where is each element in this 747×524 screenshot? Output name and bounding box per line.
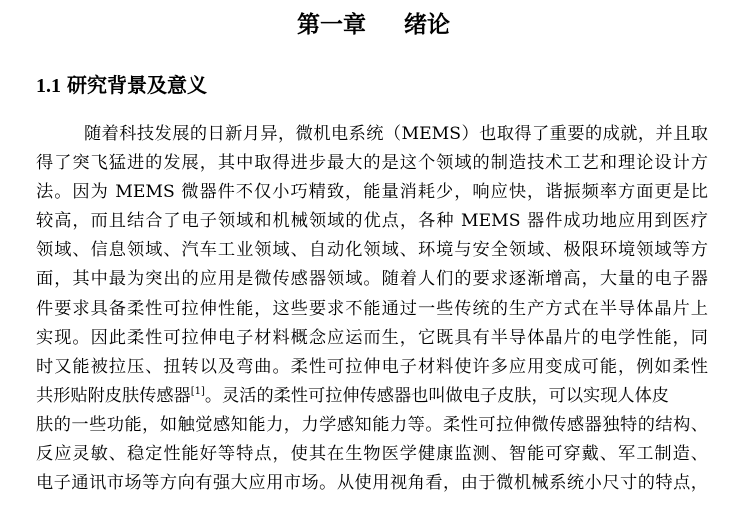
paragraph-line: 法。因为 MEMS 微器件不仅小巧精致，能量消耗少，响应快，谐振频率方面更是比 xyxy=(36,182,708,203)
paragraph-line-with-citation xyxy=(36,382,708,411)
citation-reference: [1] xyxy=(190,385,205,397)
paragraph-line: 领域、信息领域、汽车工业领域、自动化领域、环境与安全领域、极限环境领域等方 xyxy=(36,240,708,261)
section-heading xyxy=(36,70,207,101)
paragraph-line: 电子通讯市场等方向有强大应用市场。从使用视角看，由于微机械系统小尺寸的特点， xyxy=(36,473,708,494)
section-name: 研究背景及意义 xyxy=(67,73,207,97)
paragraph-line: 时又能被拉压、扭转以及弯曲。柔性可拉伸电子材料使许多应用变成可能，例如柔性 xyxy=(36,356,708,377)
chapter-name: 绪论 xyxy=(404,12,450,38)
body-paragraph xyxy=(36,120,708,498)
paragraph-line: 件要求具备柔性可拉伸性能，这些要求不能通过一些传统的生产方式在半导体晶片上 xyxy=(36,298,708,319)
paragraph-line: 得了突飞猛进的发展，其中取得进步最大的是这个领域的制造技术工艺和理论设计方 xyxy=(36,153,708,174)
paragraph-line: 较高，而且结合了电子领域和机械领域的优点，各种 MEMS 器件成功地应用到医疗 xyxy=(36,211,708,232)
paragraph-line: 肤的一些功能，如触觉感知能力，力学感知能力等。柔性可拉伸微传感器独特的结构、 xyxy=(36,414,708,435)
chapter-number: 第一章 xyxy=(297,12,366,38)
paragraph-line: 面，其中最为突出的应用是微传感器领域。随着人们的要求逐渐增高，大量的电子器 xyxy=(36,269,708,290)
section-number: 1.1 xyxy=(36,75,61,97)
citation-lead-text: 共形贴附皮肤传感器 xyxy=(36,385,191,406)
paragraph-line: 反应灵敏、稳定性能好等特点，使其在生物医学健康监测、智能可穿戴、军工制造、 xyxy=(36,444,708,465)
citation-tail-text: 。灵活的柔性可拉伸传感器也叫做电子皮肤，可以实现人体皮 xyxy=(204,385,669,406)
paragraph-line: 实现。因此柔性可拉伸电子材料概念应运而生，它既具有半导体晶片的电学性能，同 xyxy=(36,327,708,348)
chapter-title xyxy=(0,8,747,42)
paragraph-line: 随着科技发展的日新月异，微机电系统（MEMS）也取得了重要的成就，并且取 xyxy=(84,124,708,144)
